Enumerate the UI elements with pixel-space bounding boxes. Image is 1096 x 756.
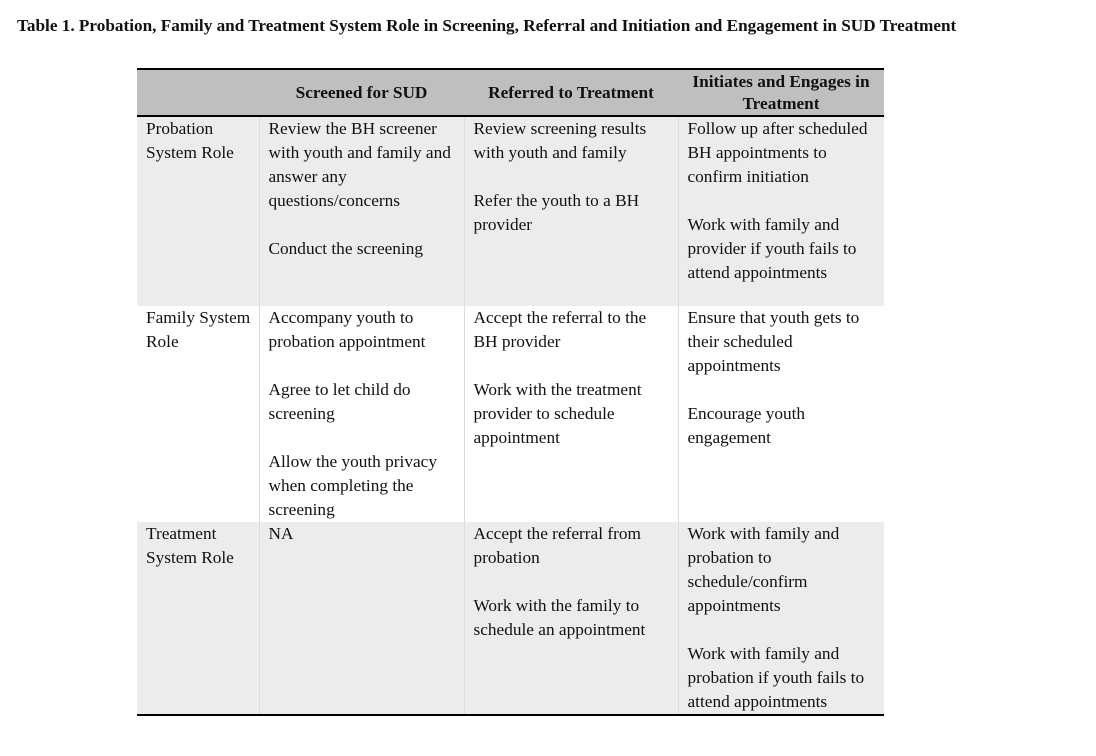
role-label: Probation System Role	[146, 119, 234, 162]
cell-entry: Ensure that youth gets to their scheduled appointments	[687, 308, 860, 375]
roles-table	[137, 68, 884, 716]
initiates-cell	[678, 116, 884, 306]
role-label: Treatment System Role	[146, 524, 234, 567]
cell-entry: Work with family and probation if youth fails to attend appointments	[687, 644, 865, 711]
referred-cell	[464, 522, 678, 715]
table-row-treatment	[137, 522, 884, 715]
screened-cell	[259, 116, 464, 306]
screened-cell	[259, 522, 464, 715]
initiates-cell	[678, 522, 884, 715]
cell-entry: Accept the referral from probation	[473, 524, 641, 567]
header-screened: Screened for SUD	[295, 82, 428, 102]
cell-entry: Work with family and provider if youth fails to attend appointments	[687, 215, 857, 282]
cell-entry: Work with the family to schedule an appointment	[473, 596, 646, 639]
table-caption: Table 1. Probation, Family and Treatment System Role in Screening, Referral and Initiation and Engagement in SUD Treatment	[17, 16, 957, 35]
table-row-family	[137, 306, 884, 522]
role-cell	[137, 116, 259, 306]
cell-entry: NA	[268, 524, 294, 543]
cell-entry: Accept the referral to the BH provider	[473, 308, 647, 351]
cell-entry: Work with family and probation to schedule/confirm appointments	[687, 524, 840, 615]
cell-entry: Conduct the screening	[268, 239, 424, 258]
cell-entry: Allow the youth privacy when completing the screening	[268, 452, 437, 519]
cell-entry: Review the BH screener with youth and family and answer any questions/concerns	[268, 119, 451, 210]
cell-entry: Encourage youth engagement	[687, 404, 806, 447]
table-row-probation	[137, 116, 884, 306]
table-header-row	[137, 69, 884, 116]
cell-entry: Follow up after scheduled BH appointments to confirm initiation	[687, 119, 868, 186]
header-empty	[137, 69, 259, 116]
cell-entry: Review screening results with youth and family	[473, 119, 647, 162]
cell-entry: Accompany youth to probation appointment	[268, 308, 426, 351]
header-initiates: Initiates and Engages in Treatment	[692, 72, 870, 113]
referred-cell	[464, 116, 678, 306]
role-cell	[137, 306, 259, 522]
cell-entry: Agree to let child do screening	[268, 380, 411, 423]
cell-entry: Work with the treatment provider to schedule appointment	[473, 380, 642, 447]
role-cell	[137, 522, 259, 715]
cell-entry: Refer the youth to a BH provider	[473, 191, 640, 234]
initiates-cell	[678, 306, 884, 522]
role-label: Family System Role	[146, 308, 251, 351]
header-referred: Referred to Treatment	[488, 82, 654, 102]
screened-cell	[259, 306, 464, 522]
referred-cell	[464, 306, 678, 522]
